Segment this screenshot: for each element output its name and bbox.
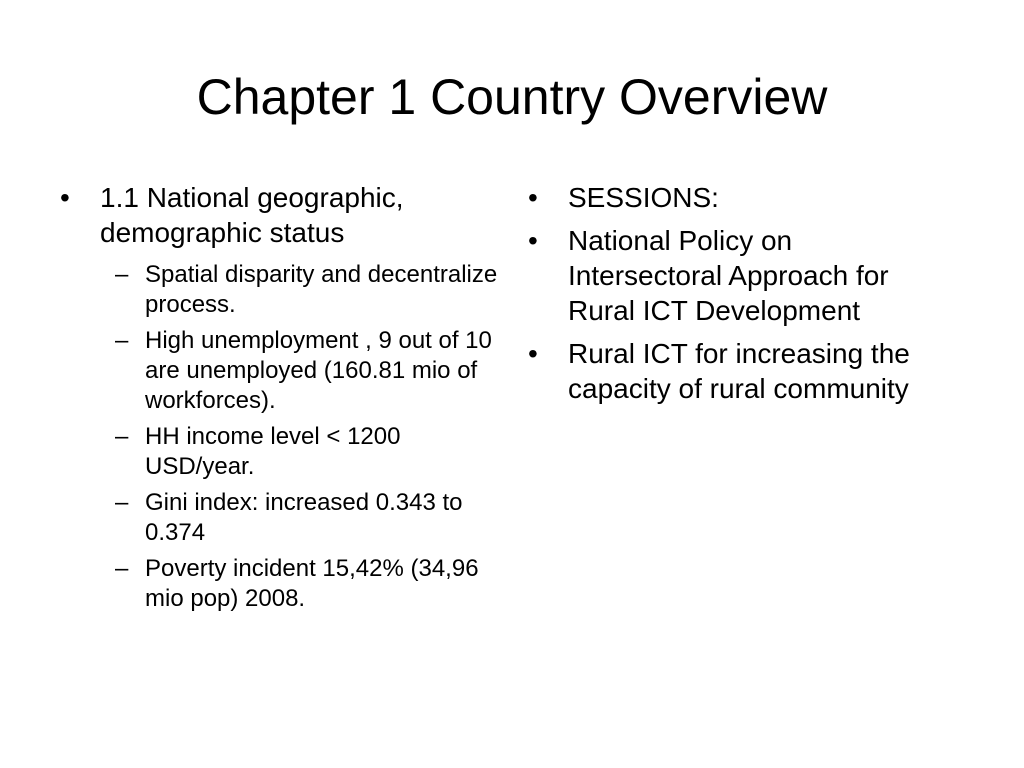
bullet-text: 1.1 National geographic, demographic status [100, 182, 404, 248]
bullet-dot-icon: • [528, 182, 538, 213]
right-bullet-list [528, 180, 948, 406]
sub-bullet-gini [100, 488, 500, 548]
left-column [60, 180, 500, 622]
dash-icon: – [115, 489, 129, 516]
sub-bullet-text: Poverty incident 15,42% (34,96 mio pop) 2008. [145, 555, 479, 612]
sub-bullet-text: HH income level < 1200 USD/year. [145, 423, 401, 480]
sub-bullet-income [100, 422, 500, 482]
sub-bullet-poverty [100, 554, 500, 614]
dash-icon: – [115, 327, 129, 354]
sub-bullet-text: Gini index: increased 0.343 to 0.374 [145, 489, 463, 546]
sub-bullet-list [100, 260, 500, 614]
bullet-dot-icon: • [60, 182, 70, 213]
bullet-sessions [528, 180, 948, 215]
left-bullet-list [60, 180, 500, 614]
bullet-dot-icon: • [528, 338, 538, 369]
dash-icon: – [115, 423, 129, 450]
bullet-national-status [60, 180, 500, 614]
sub-bullet-spatial-disparity [100, 260, 500, 320]
slide-title: Chapter 1 Country Overview [196, 69, 828, 125]
bullet-national-policy [528, 223, 948, 328]
bullet-text: SESSIONS: [568, 182, 719, 213]
bullet-text: National Policy on Intersectoral Approach for Rural ICT Development [568, 225, 889, 326]
sub-bullet-text: Spatial disparity and decentralize process. [145, 261, 498, 318]
bullet-rural-ict [528, 336, 948, 406]
bullet-text: Rural ICT for increasing the capacity of rural community [568, 338, 910, 404]
right-column [528, 180, 948, 414]
dash-icon: – [115, 555, 129, 582]
sub-bullet-text: High unemployment , 9 out of 10 are unemployed (160.81 mio of workforces). [145, 327, 492, 414]
sub-bullet-unemployment [100, 326, 500, 416]
dash-icon: – [115, 261, 129, 288]
bullet-dot-icon: • [528, 225, 538, 256]
